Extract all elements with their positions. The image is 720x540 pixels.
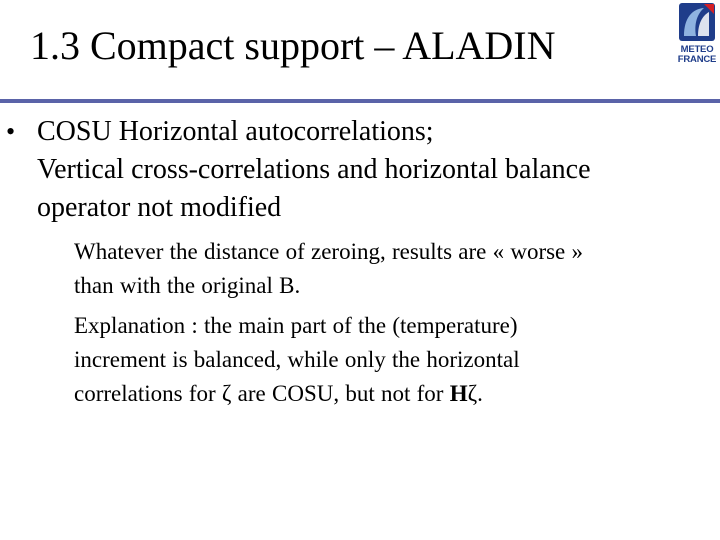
sub-paragraph-2-line-3: [74, 380, 483, 407]
title-divider: [0, 99, 720, 103]
bullet-line-1: COSU Horizontal autocorrelations;: [37, 116, 434, 147]
line3-end-text: .: [477, 381, 483, 406]
sub-paragraph-1-line-2: than with the original B.: [74, 273, 301, 298]
meteo-france-emblem-icon: [678, 2, 716, 42]
h-operator-symbol: H: [449, 381, 468, 406]
meteo-france-logo: [674, 2, 720, 70]
logo-text-meteo: METEO: [680, 44, 714, 55]
bullet-marker: •: [6, 117, 16, 146]
sub-paragraph-2-line-1: Explanation : the main part of the (temperature): [74, 313, 518, 338]
line3-middle-text: are COSU, but not for: [231, 381, 450, 406]
sub-paragraph-1-line-1: Whatever the distance of zeroing, results are « worse »: [74, 239, 584, 264]
logo-text-france: FRANCE: [677, 54, 717, 65]
sub-paragraph-2-line-2: increment is balanced, while only the horizontal: [74, 347, 520, 372]
bullet-line-2: Vertical cross-correlations and horizontal balance: [37, 154, 591, 185]
bullet-line-3: operator not modified: [37, 192, 282, 223]
line3-start-text: correlations for: [74, 381, 222, 406]
zeta-symbol-2: ζ: [467, 381, 478, 406]
slide-title: 1.3 Compact support – ALADIN: [30, 23, 556, 68]
zeta-symbol: ζ: [221, 381, 232, 406]
